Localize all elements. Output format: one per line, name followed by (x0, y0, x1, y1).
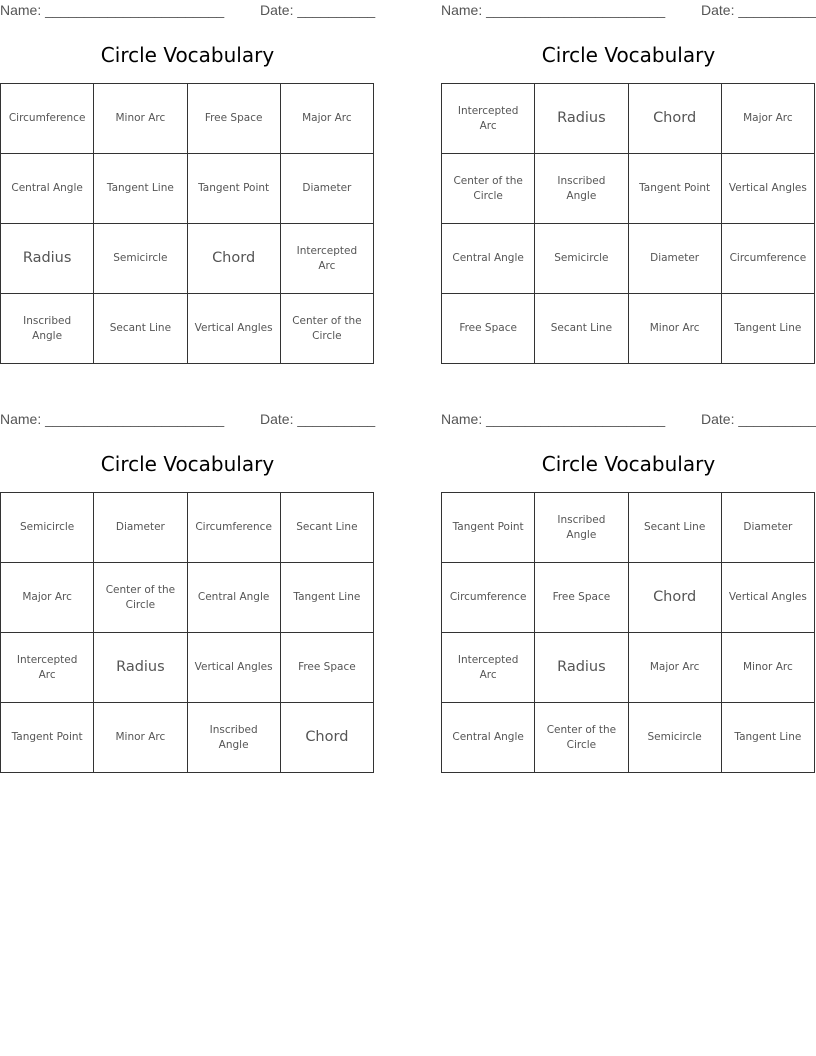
bingo-cell: Central Angle (188, 563, 281, 633)
bingo-cell: Chord (629, 563, 722, 633)
bingo-cell: Center of the Circle (94, 563, 187, 633)
bingo-cell: Tangent Point (1, 703, 94, 773)
bingo-cell: Vertical Angles (722, 563, 815, 633)
bingo-cell: Circumference (722, 224, 815, 294)
bingo-cell: Intercepted Arc (1, 633, 94, 703)
bingo-cell: Circumference (1, 84, 94, 154)
bingo-cell: Inscribed Angle (188, 703, 281, 773)
bingo-cell: Free Space (281, 633, 374, 703)
bingo-cell: Tangent Line (94, 154, 187, 224)
bingo-cell: Free Space (535, 563, 628, 633)
bingo-cell: Diameter (629, 224, 722, 294)
bingo-cell: Intercepted Arc (442, 633, 535, 703)
bingo-cell: Diameter (281, 154, 374, 224)
bingo-cell: Radius (94, 633, 187, 703)
bingo-cell: Vertical Angles (188, 294, 281, 364)
name-field-label: Name: _______________________ (441, 411, 666, 427)
bingo-cell: Chord (281, 703, 374, 773)
bingo-cell: Major Arc (281, 84, 374, 154)
bingo-cell: Tangent Point (629, 154, 722, 224)
bingo-cell: Free Space (188, 84, 281, 154)
bingo-cell: Major Arc (722, 84, 815, 154)
bingo-cell: Semicircle (94, 224, 187, 294)
bingo-cell: Semicircle (1, 493, 94, 563)
bingo-cell: Minor Arc (94, 703, 187, 773)
bingo-cell: Circumference (442, 563, 535, 633)
bingo-cell: Chord (629, 84, 722, 154)
bingo-cell: Center of the Circle (281, 294, 374, 364)
bingo-cell: Inscribed Angle (535, 493, 628, 563)
bingo-cell: Diameter (722, 493, 815, 563)
bingo-cell: Tangent Line (281, 563, 374, 633)
bingo-cell: Radius (1, 224, 94, 294)
bingo-cell: Semicircle (629, 703, 722, 773)
bingo-cell: Semicircle (535, 224, 628, 294)
bingo-cell: Vertical Angles (722, 154, 815, 224)
bingo-cell: Central Angle (442, 224, 535, 294)
bingo-cell: Center of the Circle (442, 154, 535, 224)
bingo-cell: Inscribed Angle (535, 154, 628, 224)
date-field-label: Date: __________ (260, 411, 376, 427)
name-field-label: Name: _______________________ (441, 2, 666, 18)
card-title: Circle Vocabulary (100, 452, 275, 476)
bingo-cell: Radius (535, 84, 628, 154)
bingo-cell: Tangent Point (188, 154, 281, 224)
bingo-cell: Secant Line (94, 294, 187, 364)
bingo-card-4 (441, 409, 816, 774)
bingo-cell: Minor Arc (629, 294, 722, 364)
bingo-cell: Minor Arc (94, 84, 187, 154)
name-field-label: Name: _______________________ (0, 411, 225, 427)
bingo-cell: Radius (535, 633, 628, 703)
card-title: Circle Vocabulary (541, 452, 716, 476)
bingo-cell: Vertical Angles (188, 633, 281, 703)
date-field-label: Date: __________ (260, 2, 376, 18)
bingo-grid (441, 492, 815, 773)
bingo-grid (0, 492, 374, 773)
bingo-card-2 (441, 0, 816, 365)
bingo-cell: Tangent Line (722, 703, 815, 773)
bingo-card-3 (0, 409, 375, 774)
card-title: Circle Vocabulary (541, 43, 716, 67)
bingo-cell: Intercepted Arc (442, 84, 535, 154)
card-title: Circle Vocabulary (100, 43, 275, 67)
bingo-card-1 (0, 0, 375, 365)
bingo-cell: Secant Line (535, 294, 628, 364)
bingo-cell: Major Arc (629, 633, 722, 703)
bingo-cell: Chord (188, 224, 281, 294)
bingo-grid (441, 83, 815, 364)
bingo-grid (0, 83, 374, 364)
bingo-cell: Free Space (442, 294, 535, 364)
bingo-cell: Diameter (94, 493, 187, 563)
name-field-label: Name: _______________________ (0, 2, 225, 18)
bingo-cell: Central Angle (1, 154, 94, 224)
bingo-cell: Central Angle (442, 703, 535, 773)
bingo-cell: Major Arc (1, 563, 94, 633)
date-field-label: Date: __________ (701, 2, 816, 18)
bingo-cell: Minor Arc (722, 633, 815, 703)
bingo-cell: Circumference (188, 493, 281, 563)
bingo-cell: Inscribed Angle (1, 294, 94, 364)
bingo-cell: Tangent Point (442, 493, 535, 563)
bingo-cell: Secant Line (629, 493, 722, 563)
bingo-cell: Center of the Circle (535, 703, 628, 773)
bingo-cell: Intercepted Arc (281, 224, 374, 294)
bingo-cell: Secant Line (281, 493, 374, 563)
bingo-cell: Tangent Line (722, 294, 815, 364)
date-field-label: Date: __________ (701, 411, 816, 427)
